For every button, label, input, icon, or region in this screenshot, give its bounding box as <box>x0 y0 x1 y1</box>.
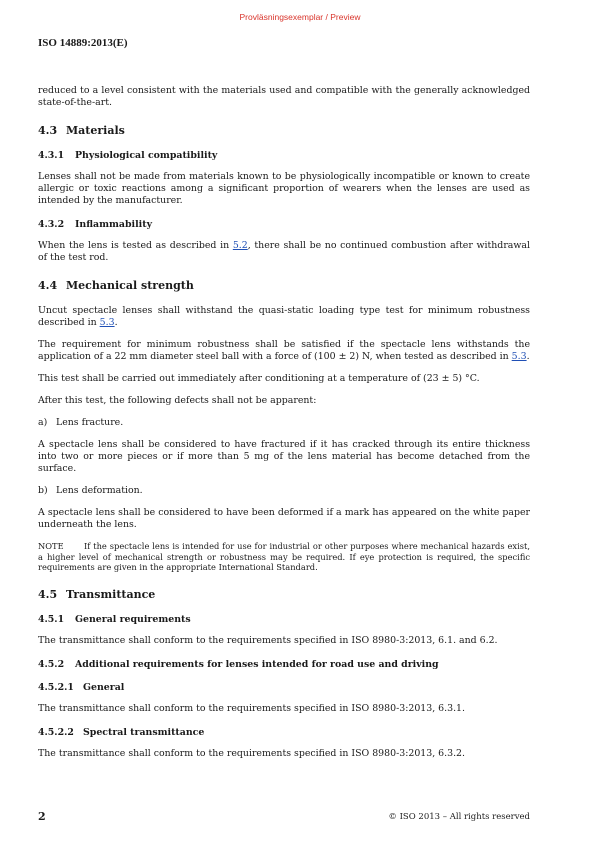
paragraph: Lenses shall not be made from materials known to be physiologically incompatible or known to create allergic or toxic reactions among a significant proportion of wearers when the lenses are used as intended by the manufacturer. <box>38 171 530 206</box>
heading-title: Additional requirements for lenses intended for road use and driving <box>75 658 439 670</box>
list-label: a) <box>38 417 48 428</box>
heading-number: 4.5.2 <box>38 658 65 670</box>
paragraph: After this test, the following defects shall not be apparent: <box>38 395 317 406</box>
note <box>38 541 530 573</box>
heading-4-5 <box>38 588 530 601</box>
heading-number: 4.5.2.1 <box>38 681 74 693</box>
paragraph: This test shall be carried out immediately after conditioning at a temperature of (23 ± 5) °C. <box>38 373 480 384</box>
heading-title: General requirements <box>75 613 191 625</box>
paragraph: The transmittance shall conform to the requirements specified in ISO 8980-3:2013, 6.3.1. <box>38 702 466 714</box>
list-item-a <box>38 417 530 429</box>
heading-title: Transmittance <box>66 587 156 601</box>
list-text: Lens fracture. <box>56 417 124 428</box>
preview-watermark: Provläsningsexemplar / Preview <box>239 12 361 22</box>
note-text: If the spectacle lens is intended for use for industrial or other purposes where mechanical hazards exist, a higher level of mechanical strength or robustness may be required. If eye protection is required, the specific requirements are given in the appropriate International Standard. <box>38 541 530 572</box>
paragraph: A spectacle lens shall be considered to have fractured if it has cracked through its entire thickness into two or more pieces or if more than 5 mg of the lens material has become detached from the surface. <box>38 439 530 474</box>
paragraph: The transmittance shall conform to the requirements specified in ISO 8980-3:2013, 6.3.2. <box>38 747 466 759</box>
list-text: Lens deformation. <box>56 485 143 496</box>
intro-paragraph: reduced to a level consistent with the materials used and compatible with the generally acknowledged state-of-the-art. <box>38 85 530 108</box>
heading-number: 4.4 <box>38 279 58 292</box>
text-run: , there shall be no continued combustion after withdrawal of the test rod. <box>38 240 530 263</box>
page-number: 2 <box>38 810 46 823</box>
heading-4-4 <box>38 279 530 292</box>
heading-number: 4.5.2.2 <box>38 726 74 738</box>
text-run: When the lens is tested as described in <box>38 240 233 251</box>
paragraph <box>38 240 530 264</box>
heading-title: Spectral transmittance <box>83 726 205 738</box>
heading-4-3-1 <box>38 150 530 161</box>
text-run: . <box>526 351 530 362</box>
clause-link-5-3[interactable]: 5.3 <box>99 317 115 328</box>
paragraph: A spectacle lens shall be considered to have been deformed if a mark has appeared on the white paper underneath the lens. <box>38 507 530 530</box>
list-label: b) <box>38 485 48 496</box>
heading-4-3 <box>38 124 530 137</box>
note-label: NOTE <box>38 541 64 551</box>
heading-4-5-2 <box>38 659 530 670</box>
heading-4-5-2-1 <box>38 682 530 693</box>
paragraph <box>38 305 530 329</box>
heading-4-5-1 <box>38 614 530 625</box>
list-item-b <box>38 485 530 497</box>
heading-number: 4.5.1 <box>38 613 65 625</box>
copyright-notice: © ISO 2013 – All rights reserved <box>388 812 530 822</box>
heading-title: Mechanical strength <box>66 279 194 292</box>
paragraph <box>38 339 530 363</box>
heading-number: 4.3.1 <box>38 150 65 161</box>
document-body <box>38 85 530 770</box>
heading-title: Materials <box>66 124 125 137</box>
heading-number: 4.5 <box>38 587 58 601</box>
heading-number: 4.3.2 <box>38 219 65 230</box>
document-id: ISO 14889:2013(E) <box>38 37 128 49</box>
heading-title: Inflammability <box>75 219 153 230</box>
clause-link-5-3[interactable]: 5.3 <box>511 351 527 362</box>
heading-number: 4.3 <box>38 124 58 137</box>
clause-link-5-2[interactable]: 5.2 <box>232 240 248 251</box>
heading-4-5-2-2 <box>38 727 530 738</box>
heading-title: Physiological compatibility <box>75 150 218 161</box>
text-run: Uncut spectacle lenses shall withstand the quasi-static loading type test for minimum robustness described in <box>38 305 530 328</box>
heading-title: General <box>83 681 125 693</box>
paragraph: The transmittance shall conform to the requirements specified in ISO 8980-3:2013, 6.1. and 6.2. <box>38 634 498 646</box>
heading-4-3-2 <box>38 219 530 230</box>
text-run: The requirement for minimum robustness shall be satisfied if the spectacle lens withstands the application of a 22 mm diameter steel ball with a force of (100 ± 2) N, when tested as described in <box>38 339 530 362</box>
text-run: . <box>114 317 118 328</box>
